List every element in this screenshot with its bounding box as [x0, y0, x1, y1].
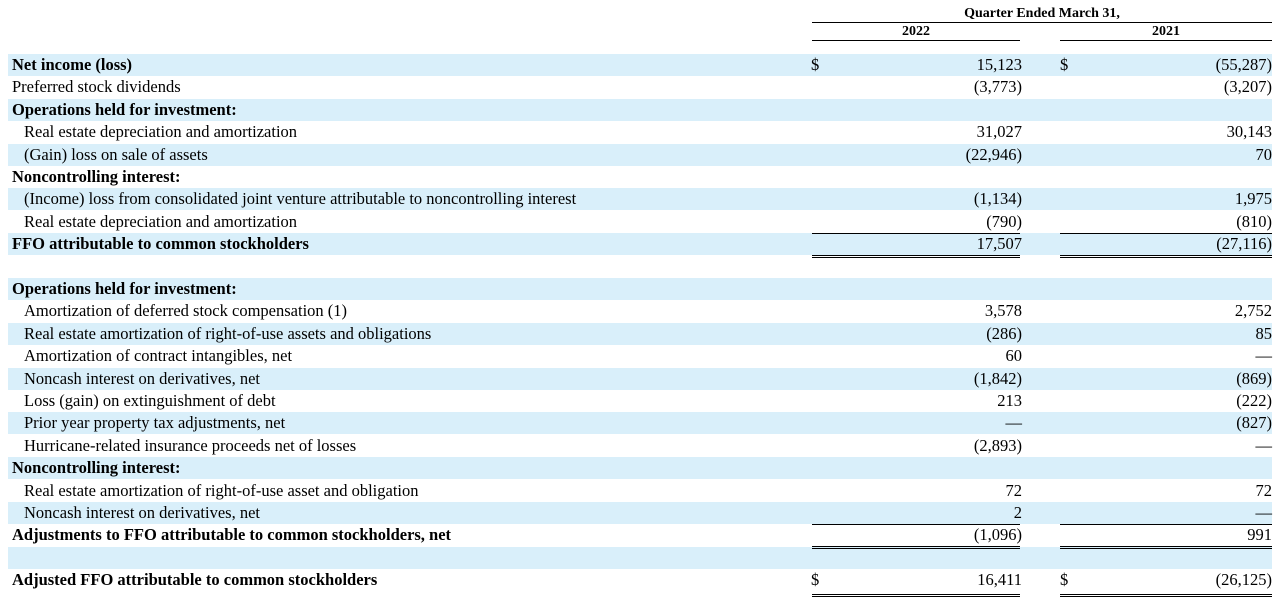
currency-symbol: $: [811, 55, 820, 74]
row-label: Amortization of deferred stock compensation (1): [24, 301, 348, 320]
value-2022: 3,578: [984, 301, 1022, 320]
row-label: Real estate depreciation and amortization: [24, 122, 298, 141]
table-row: [8, 233, 1272, 255]
period-title: Quarter Ended March 31,: [964, 6, 1120, 21]
row-label: Adjustments to FFO attributable to common stockholders, net: [12, 525, 452, 544]
table-row: [8, 345, 1272, 367]
year-2021-rule: [1060, 40, 1272, 41]
value-2021: —: [1255, 503, 1272, 522]
table-row: [8, 54, 1272, 76]
value-2022: 60: [1005, 346, 1022, 365]
value-2022: 2: [1013, 503, 1022, 522]
table-row: [8, 256, 1272, 278]
currency-symbol: $: [1060, 570, 1069, 589]
table-row: [8, 300, 1272, 322]
table-row: [8, 412, 1272, 434]
table-row: [8, 457, 1272, 479]
year-2021-header: 2021: [1152, 24, 1180, 39]
value-2022: 15,123: [976, 55, 1022, 74]
value-2021: (27,116): [1216, 234, 1272, 253]
value-2021: (3,207): [1223, 77, 1272, 96]
total-rule: [812, 546, 1020, 549]
value-2022: 213: [997, 391, 1022, 410]
table-row: [8, 524, 1272, 546]
table-row: [8, 390, 1272, 412]
row-label: Hurricane-related insurance proceeds net of losses: [24, 436, 357, 455]
value-2022: (1,096): [973, 525, 1022, 544]
row-label: (Gain) loss on sale of assets: [24, 145, 208, 164]
total-rule: [1060, 594, 1272, 597]
value-2021: (26,125): [1215, 570, 1272, 589]
row-label: Preferred stock dividends: [12, 77, 181, 96]
table-row: [8, 547, 1272, 569]
row-label: Noncash interest on derivatives, net: [24, 369, 260, 388]
table-row: [8, 569, 1272, 591]
value-2021: 1,975: [1234, 189, 1272, 208]
value-2021: (827): [1236, 413, 1272, 432]
value-2022: (3,773): [973, 77, 1022, 96]
value-2021: 85: [1255, 324, 1272, 343]
row-label: Operations held for investment:: [12, 100, 237, 119]
row-label: Adjusted FFO attributable to common stockholders: [12, 570, 378, 589]
value-2021: —: [1255, 436, 1272, 455]
row-label: Real estate amortization of right-of-use asset and obligation: [24, 481, 419, 500]
table-row: [8, 435, 1272, 457]
value-2021: (869): [1236, 369, 1272, 388]
value-2022: (790): [986, 212, 1022, 231]
row-label: Noncontrolling interest:: [12, 458, 181, 477]
row-label: Net income (loss): [12, 55, 133, 74]
value-2021: —: [1255, 346, 1272, 365]
table-row: [8, 368, 1272, 390]
row-label: Noncontrolling interest:: [12, 167, 181, 186]
value-2022: (286): [986, 324, 1022, 343]
value-2022: (1,134): [973, 189, 1022, 208]
row-label: Loss (gain) on extinguishment of debt: [24, 391, 276, 410]
table-row: [8, 121, 1272, 143]
table-row: [8, 99, 1272, 121]
value-2022: (2,893): [973, 436, 1022, 455]
table-row: [8, 211, 1272, 233]
total-rule: [812, 255, 1020, 258]
subtotal-rule: [1060, 524, 1272, 525]
year-2022-header: 2022: [902, 24, 930, 39]
row-label: Prior year property tax adjustments, net: [24, 413, 286, 432]
subtotal-rule: [812, 233, 1020, 234]
value-2022: 31,027: [976, 122, 1022, 141]
table-row: [8, 166, 1272, 188]
row-label: Amortization of contract intangibles, net: [24, 346, 293, 365]
year-2022-rule: [812, 40, 1020, 41]
table-row: [8, 76, 1272, 98]
row-label: FFO attributable to common stockholders: [12, 234, 309, 253]
table-row: [8, 278, 1272, 300]
value-2022: 72: [1005, 481, 1022, 500]
value-2021: 2,752: [1234, 301, 1272, 320]
table-row: [8, 480, 1272, 502]
row-label: Real estate amortization of right-of-use assets and obligations: [24, 324, 432, 343]
value-2021: 30,143: [1226, 122, 1272, 141]
value-2022: (1,842): [973, 369, 1022, 388]
currency-symbol: $: [811, 570, 820, 589]
table-row: [8, 188, 1272, 210]
value-2021: (810): [1236, 212, 1272, 231]
total-rule: [1060, 546, 1272, 549]
value-2021: 72: [1255, 481, 1272, 500]
table-row: [8, 323, 1272, 345]
value-2022: 17,507: [976, 234, 1022, 253]
row-label: (Income) loss from consolidated joint venture attributable to noncontrolling interest: [24, 189, 577, 208]
value-2022: (22,946): [965, 145, 1022, 164]
value-2021: (55,287): [1215, 55, 1272, 74]
total-rule: [1060, 255, 1272, 258]
row-label: Noncash interest on derivatives, net: [24, 503, 260, 522]
value-2022: —: [1005, 413, 1022, 432]
subtotal-rule: [1060, 233, 1272, 234]
value-2022: 16,411: [977, 570, 1022, 589]
total-rule: [812, 594, 1020, 597]
row-label: Operations held for investment:: [12, 279, 237, 298]
currency-symbol: $: [1060, 55, 1069, 74]
table-row: [8, 144, 1272, 166]
row-label: Real estate depreciation and amortization: [24, 212, 298, 231]
value-2021: (222): [1236, 391, 1272, 410]
table-row: [8, 502, 1272, 524]
value-2021: 70: [1255, 145, 1272, 164]
subtotal-rule: [812, 524, 1020, 525]
value-2021: 991: [1247, 525, 1272, 544]
